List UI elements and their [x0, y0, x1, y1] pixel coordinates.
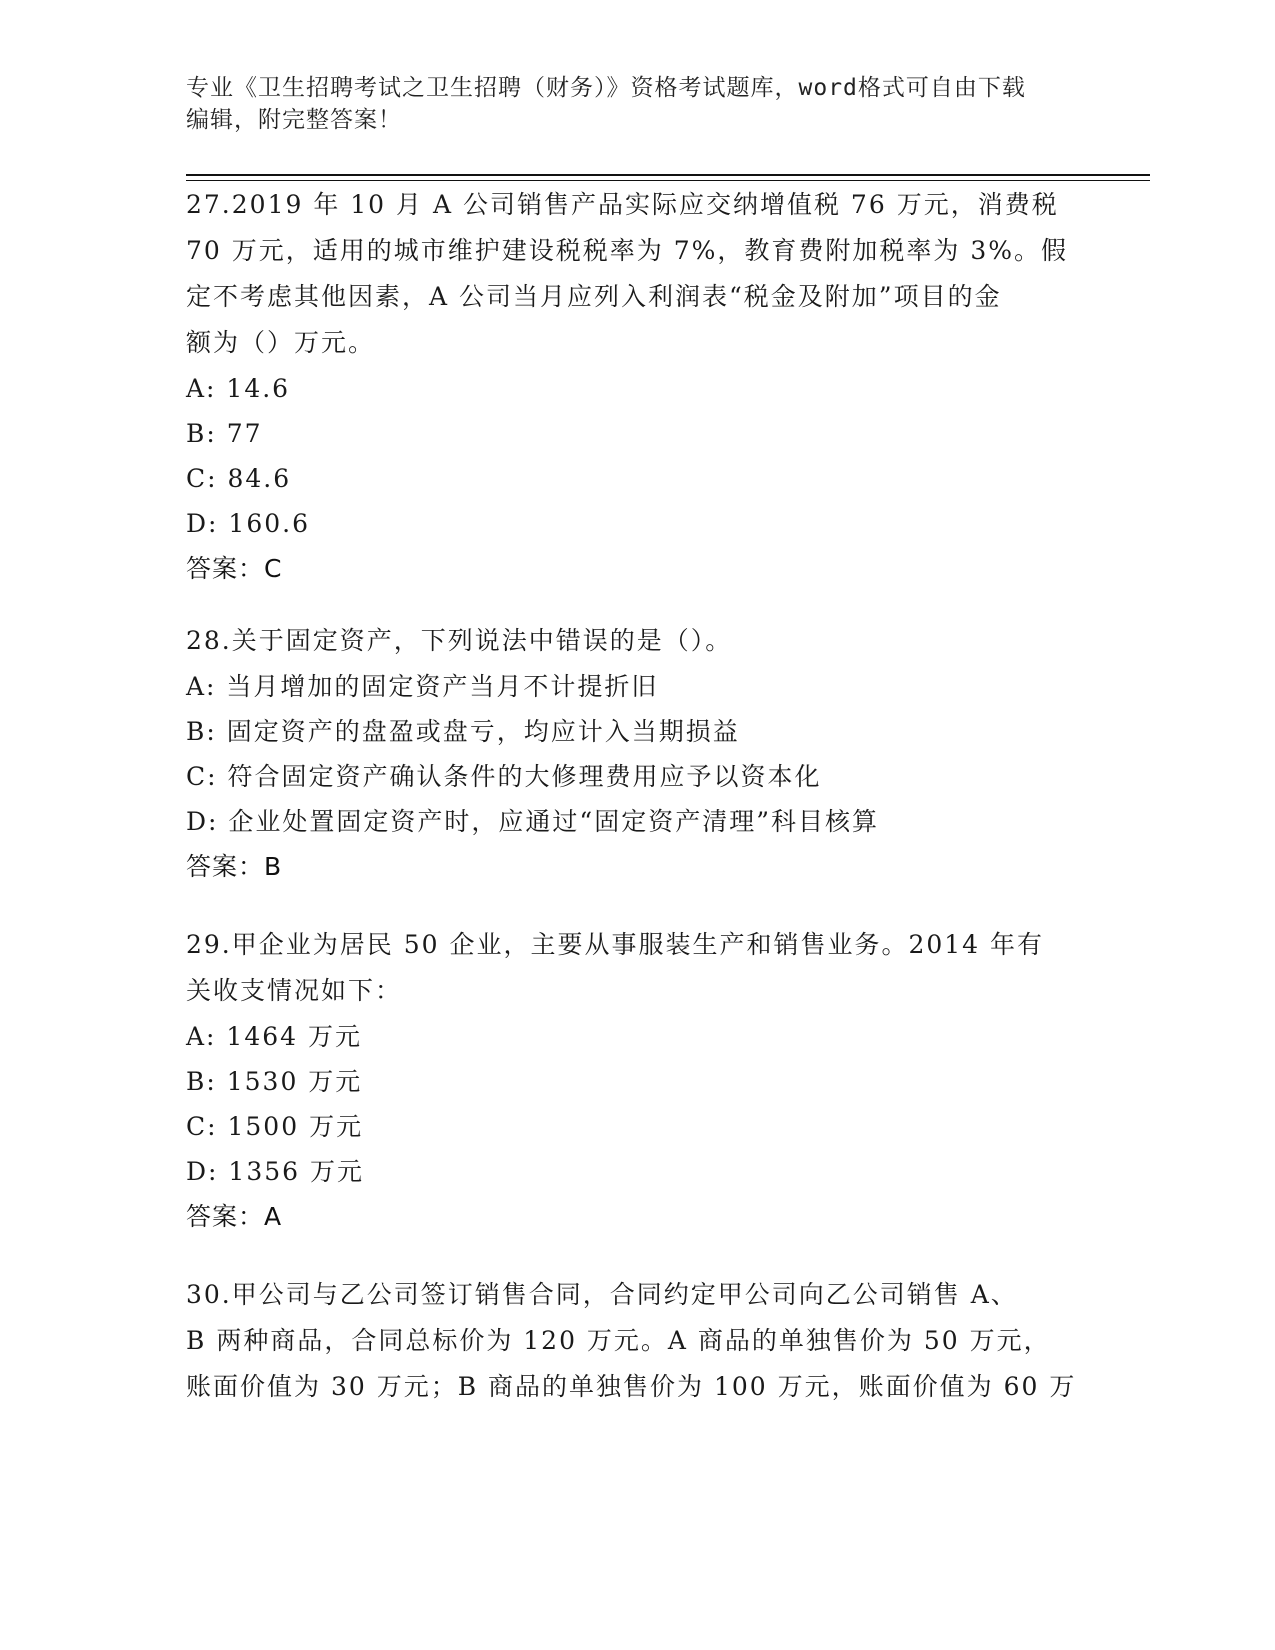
- option-c: C: 符合固定资产确认条件的大修理费用应予以资本化: [186, 762, 822, 791]
- option-d: D: 企业处置固定资产时，应通过“固定资产清理”科目核算: [186, 807, 879, 836]
- question-27: [186, 182, 1106, 592]
- question-text-line: 29.甲企业为居民 50 企业，主要从事服装生产和销售业务。2014 年有: [186, 930, 1045, 959]
- header-rule-thick: [186, 174, 1150, 176]
- question-text-line: 27.2019 年 10 月 A 公司销售产品实际应交纳增值税 76 万元，消费税: [186, 190, 1059, 219]
- question-text-line: 账面价值为 30 万元；B 商品的单独售价为 100 万元，账面价值为 60 万: [186, 1372, 1077, 1401]
- option-c: C: 84.6: [186, 464, 292, 493]
- option-a: A: 1464 万元: [186, 1022, 362, 1051]
- question-text-line: 30.甲公司与乙公司签订销售合同，合同约定甲公司向乙公司销售 A、: [186, 1280, 1018, 1309]
- question-text-line: B 两种商品，合同总标价为 120 万元。A 商品的单独售价为 50 万元，: [186, 1326, 1051, 1355]
- header-line-2: 编辑，附完整答案！: [186, 107, 402, 133]
- question-text-line: 关收支情况如下：: [186, 976, 403, 1005]
- question-text-line: 额为（）万元。: [186, 328, 376, 357]
- question-text-line: 28.关于固定资产，下列说法中错误的是（）。: [186, 626, 733, 655]
- option-d: D: 160.6: [186, 509, 310, 538]
- option-a: A: 14.6: [186, 374, 291, 403]
- option-b: B: 77: [186, 419, 263, 448]
- question-text-line: 70 万元，适用的城市维护建设税税率为 7%，教育费附加税率为 3%。假: [186, 236, 1068, 265]
- option-c: C: 1500 万元: [186, 1112, 364, 1141]
- header-line-1: 专业《卫生招聘考试之卫生招聘（财务）》资格考试题库，word格式可自由下载: [186, 75, 1026, 101]
- option-b: B: 1530 万元: [186, 1067, 363, 1096]
- header-rule-thin: [186, 180, 1150, 181]
- question-29: [186, 922, 1106, 1240]
- question-text-line: 定不考虑其他因素，A 公司当月应列入利润表“税金及附加”项目的金: [186, 282, 1002, 311]
- question-28: [186, 618, 1106, 890]
- option-b: B: 固定资产的盘盈或盘亏，均应计入当期损益: [186, 717, 740, 746]
- answer: 答案：A: [186, 1202, 283, 1231]
- answer: 答案：C: [186, 554, 283, 583]
- option-a: A: 当月增加的固定资产当月不计提折旧: [186, 672, 659, 701]
- question-30: [186, 1272, 1106, 1410]
- option-d: D: 1356 万元: [186, 1157, 364, 1186]
- document-header: [186, 72, 1086, 136]
- answer: 答案：B: [186, 852, 283, 881]
